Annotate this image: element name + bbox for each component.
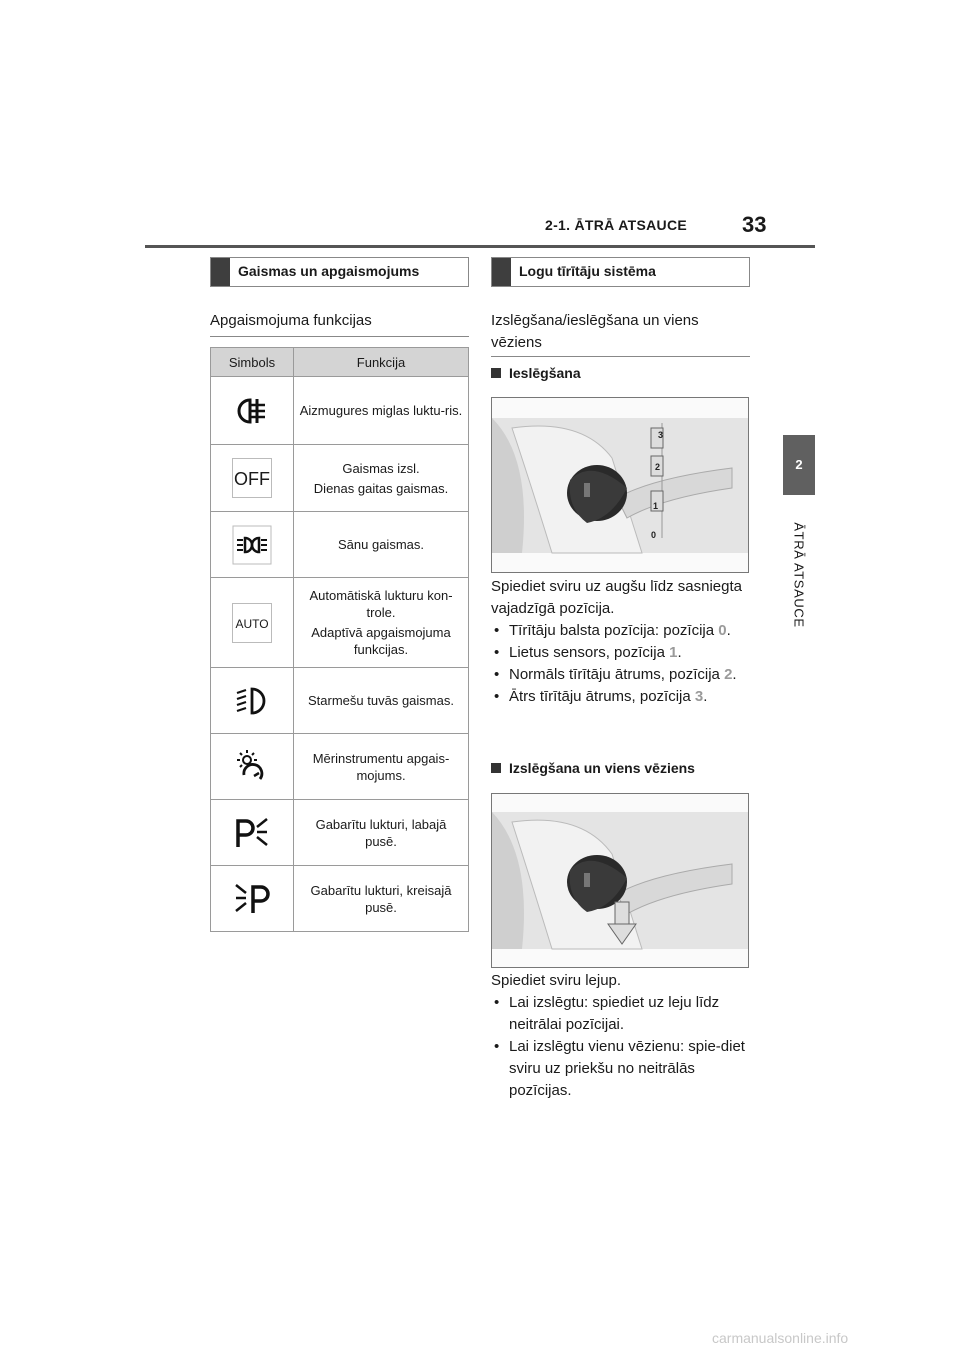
header-rule bbox=[145, 245, 815, 248]
position-label-2: 2 bbox=[655, 462, 661, 472]
list-item: • Normāls tīrītāju ātrums, pozīcija 2. bbox=[491, 664, 753, 686]
chapter-side-label: ĀTRĀ ATSAUCE bbox=[791, 522, 807, 628]
position-label-3: 3 bbox=[658, 430, 664, 440]
function-text: Adaptīvā apgaismojuma funkcijas. bbox=[311, 625, 451, 657]
list-item: • Ātrs tīrītāju ātrums, pozīcija 3. bbox=[491, 686, 753, 708]
lighting-functions-subheading: Apgaismojuma funkcijas bbox=[210, 310, 469, 337]
lights-off-icon: OFF bbox=[232, 458, 272, 498]
position-label-0: 0 bbox=[651, 530, 657, 540]
table-row bbox=[211, 377, 469, 445]
list-item: • Lietus sensors, pozīcija 1. bbox=[491, 642, 753, 664]
parking-light-left-icon bbox=[232, 879, 272, 919]
switch-on-heading: Ieslēgšana bbox=[491, 365, 581, 381]
function-text: Gabarītu lukturi, labajā pusē. bbox=[315, 816, 447, 849]
function-text: Starmešu tuvās gaismas. bbox=[308, 693, 454, 708]
parking-light-right-icon bbox=[232, 813, 272, 853]
table-row bbox=[211, 800, 469, 866]
function-text: Gaismas izsl. bbox=[342, 460, 420, 476]
switch-on-instructions bbox=[491, 576, 753, 708]
function-text: Gabarītu lukturi, kreisajā pusē. bbox=[310, 882, 452, 915]
function-text: Aizmugures miglas luktu-ris. bbox=[299, 403, 463, 418]
rear-fog-light-icon bbox=[232, 391, 272, 431]
function-text: Mērinstrumentu apgais-mojums. bbox=[312, 750, 450, 783]
instrument-lighting-icon bbox=[232, 747, 272, 787]
auto-headlight-icon: AUTO bbox=[232, 603, 272, 643]
lighting-symbols-table bbox=[210, 347, 469, 932]
switch-off-heading: Izslēgšana un viens vēziens bbox=[491, 760, 695, 776]
wiper-subheading: Izslēgšana/ieslēgšana un viens vēziens bbox=[491, 310, 750, 357]
switch-off-instructions bbox=[491, 970, 753, 1102]
wiper-lever-down-figure bbox=[491, 793, 749, 968]
list-item: • Lai izslēgtu vienu vēzienu: spie-diet sviru uz priekšu no neitrālās pozīcijas. bbox=[491, 1036, 753, 1102]
page-number: 33 bbox=[742, 212, 767, 237]
table-row bbox=[211, 734, 469, 800]
wiper-section-heading: Logu tīrītāju sistēma bbox=[491, 257, 750, 287]
table-header-symbol: Simbols bbox=[211, 348, 294, 377]
switch-off-intro: Spiediet sviru lejup. bbox=[491, 972, 622, 989]
side-lights-icon bbox=[232, 525, 272, 565]
switch-on-intro: Spiediet sviru uz augšu līdz sasniegta vajadzīgā pozīcija. bbox=[491, 578, 742, 617]
watermark: carmanualsonline.info bbox=[712, 1330, 849, 1346]
lighting-section-heading: Gaismas un apgaismojums bbox=[210, 257, 469, 287]
function-text: Sānu gaismas. bbox=[338, 537, 424, 552]
table-row bbox=[211, 445, 469, 512]
table-row bbox=[211, 668, 469, 734]
running-header-title: 2-1. ĀTRĀ ATSAUCE bbox=[545, 217, 687, 233]
wiper-lever-up-figure bbox=[491, 397, 749, 573]
list-item: • Lai izslēgtu: spiediet uz leju līdz neitrālai pozīcijai. bbox=[491, 992, 753, 1036]
function-text: Dienas gaitas gaismas. bbox=[313, 480, 449, 496]
table-row bbox=[211, 866, 469, 932]
chapter-tab: 2 bbox=[783, 435, 815, 495]
list-item: • Tīrītāju balsta pozīcija: pozīcija 0. bbox=[491, 620, 753, 642]
position-label-1: 1 bbox=[653, 501, 659, 511]
table-row bbox=[211, 512, 469, 578]
table-header-function: Funkcija bbox=[294, 348, 469, 377]
low-beam-icon bbox=[232, 681, 272, 721]
table-row bbox=[211, 578, 469, 668]
function-text: Automātiskā lukturu kon-trole. bbox=[309, 588, 453, 620]
